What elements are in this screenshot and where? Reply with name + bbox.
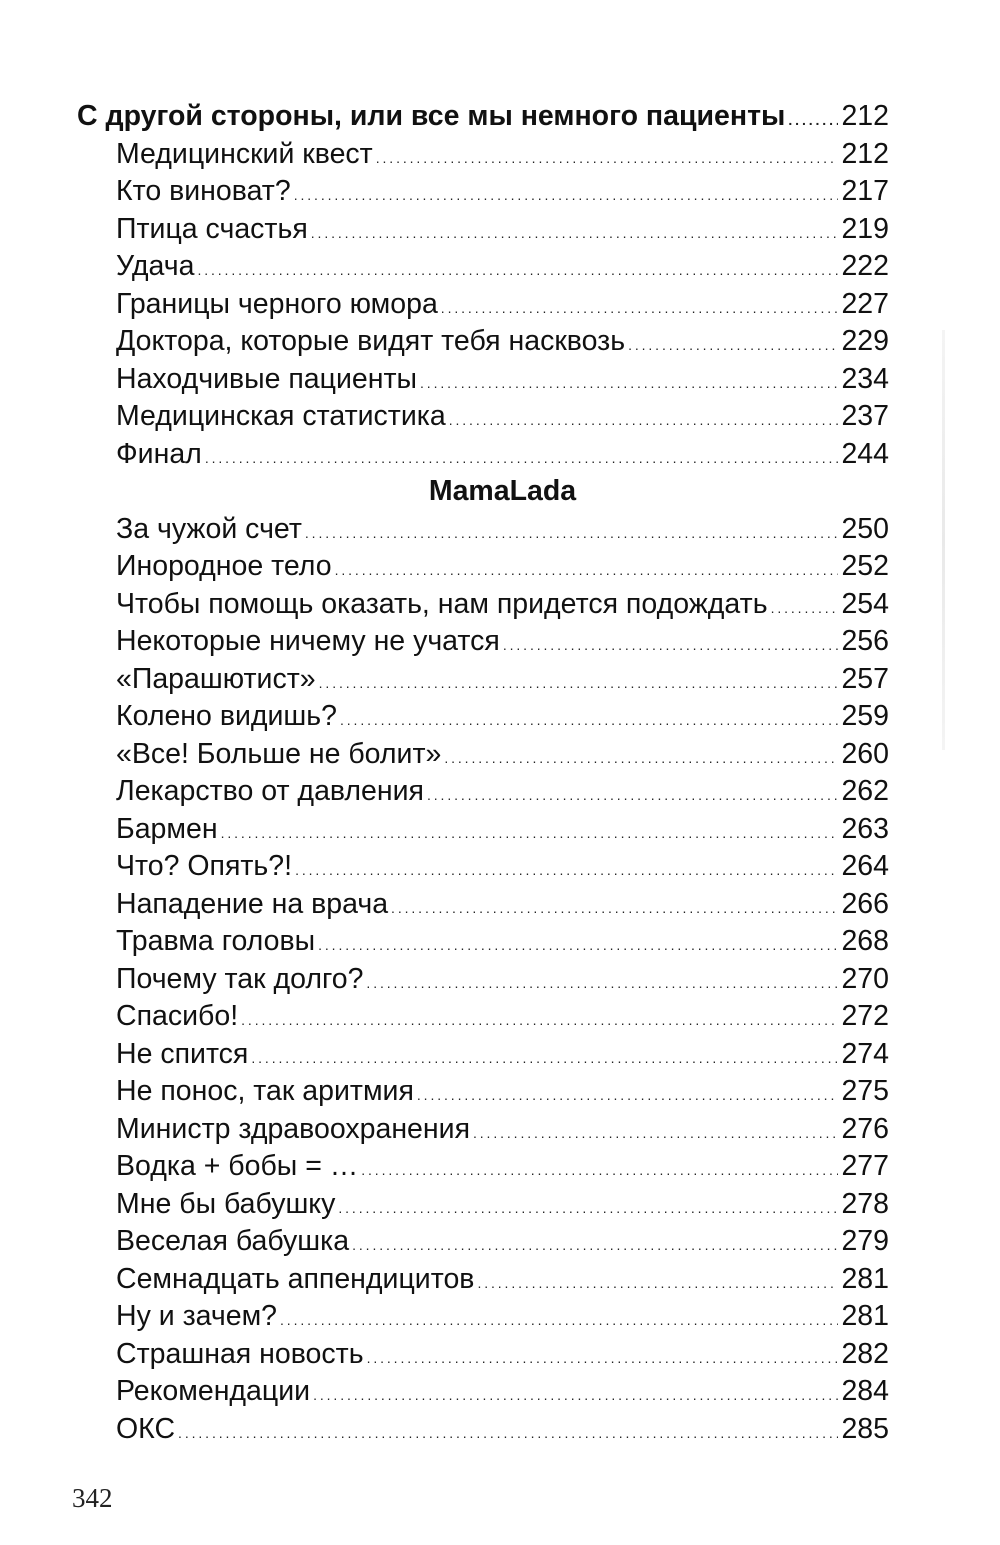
toc-entry-title: Удача (116, 250, 195, 282)
dot-leader (280, 1298, 838, 1340)
toc-entry-title: Семнадцать аппендицитов (116, 1262, 475, 1295)
toc-entry-title: Медицинский квест (116, 137, 373, 170)
toc-entry-page: 229 (841, 325, 889, 357)
dot-leader (376, 136, 839, 178)
page-number: 342 (72, 1483, 113, 1513)
toc-entry (77, 998, 889, 1036)
toc-entry-title: Спасибо! (116, 1000, 239, 1032)
toc-entry-title: Находчивые пациенты (116, 362, 418, 395)
toc-entry-page: 219 (841, 212, 889, 245)
dot-leader (241, 998, 838, 1040)
toc-entry-title: «Парашютист» (116, 662, 316, 695)
toc-entry (77, 1223, 889, 1261)
toc-entry (77, 961, 889, 999)
dot-leader (628, 323, 838, 365)
toc-entry (77, 848, 889, 886)
toc-entry (77, 1336, 889, 1374)
dot-leader (366, 961, 838, 1003)
dot-leader (313, 1373, 838, 1415)
toc-entry-page: 263 (841, 812, 889, 845)
dot-leader (449, 398, 839, 440)
toc-entry (77, 1186, 889, 1224)
dot-leader (473, 1111, 838, 1153)
toc-entries-group-1 (77, 136, 889, 474)
dot-leader (503, 623, 839, 665)
toc-entry (77, 773, 889, 811)
dot-leader (318, 923, 838, 965)
toc-entry-page: 270 (841, 962, 889, 995)
dot-leader (361, 1148, 838, 1190)
toc-section-page: 212 (841, 100, 889, 132)
toc-entry (77, 511, 889, 549)
toc-entry-page: 252 (841, 550, 889, 582)
dot-leader (197, 248, 838, 290)
toc-entry (77, 323, 889, 361)
dot-leader (205, 436, 839, 478)
page-edge-shadow (942, 330, 945, 750)
toc-entry-page: 279 (841, 1225, 889, 1257)
toc-entry-title: Чтобы помощь оказать, нам придется подождать (116, 587, 768, 620)
dot-leader (367, 1336, 839, 1378)
toc-entry-title: «Все! Больше не болит» (116, 737, 442, 770)
toc-entry-page: 276 (841, 1112, 889, 1145)
toc-entry-title: Колено видишь? (116, 700, 337, 732)
toc-entry-title: ОКС (116, 1412, 176, 1445)
toc-entry-title: Водка + бобы = … (116, 1150, 359, 1182)
dot-leader (441, 286, 839, 328)
toc-entry-page: 256 (841, 625, 889, 657)
toc-section-row (77, 98, 889, 136)
toc-entry-page: 262 (841, 775, 889, 807)
toc-entry-page: 277 (841, 1150, 889, 1182)
dot-leader (420, 361, 838, 403)
toc-entry (77, 923, 889, 961)
toc-entry-title: Бармен (116, 812, 218, 845)
toc-entry-page: 212 (841, 137, 889, 170)
toc-entry (77, 661, 889, 699)
toc-entry-page: 254 (841, 587, 889, 620)
toc-entry (77, 736, 889, 774)
toc-entry (77, 1111, 889, 1149)
dot-leader (311, 211, 839, 253)
toc-entry-title: Медицинская статистика (116, 400, 446, 432)
toc-entry (77, 586, 889, 624)
dot-leader (427, 773, 838, 815)
dot-leader (391, 886, 838, 928)
toc-entry-page: 278 (841, 1187, 889, 1220)
dot-leader (352, 1223, 838, 1265)
toc-entry-page: 257 (841, 662, 889, 695)
toc-entry-page: 260 (841, 737, 889, 770)
toc-section-title: С другой стороны, или все мы немного пациенты (77, 100, 786, 132)
toc-entry-page: 264 (841, 850, 889, 882)
toc-entry-title: За чужой счет (116, 512, 302, 545)
dot-leader (338, 1186, 838, 1228)
dot-leader (319, 661, 839, 703)
toc-entry-title: Финал (116, 437, 202, 470)
toc-entry-page: 250 (841, 512, 889, 545)
toc-entry (77, 398, 889, 436)
toc-entry (77, 1036, 889, 1074)
table-of-contents (77, 98, 889, 1448)
toc-entry-page: 217 (841, 175, 889, 207)
toc-entry-title: Некоторые ничему не учатся (116, 625, 500, 657)
toc-entry (77, 1261, 889, 1299)
toc-entry-page: 284 (841, 1375, 889, 1407)
toc-entry-title: Границы черного юмора (116, 287, 438, 320)
toc-entry-page: 259 (841, 700, 889, 732)
toc-entry (77, 1073, 889, 1111)
dot-leader (444, 736, 838, 778)
toc-entry-title: Кто виноват? (116, 175, 291, 207)
toc-entry (77, 548, 889, 586)
dot-leader (251, 1036, 838, 1078)
toc-entry (77, 623, 889, 661)
dot-leader (788, 98, 838, 140)
toc-entry (77, 173, 889, 211)
toc-entry-page: 274 (841, 1037, 889, 1070)
toc-entry (77, 698, 889, 736)
toc-entry-page: 237 (841, 400, 889, 432)
dot-leader (335, 548, 839, 590)
dot-leader (295, 848, 838, 890)
toc-entry-page: 222 (841, 250, 889, 282)
dot-leader (417, 1073, 839, 1115)
toc-entry-title: Рекомендации (116, 1375, 311, 1407)
toc-entry-page: 281 (841, 1300, 889, 1332)
dot-leader (771, 586, 839, 628)
dot-leader (305, 511, 839, 553)
dot-leader (340, 698, 838, 740)
toc-entry-title: Что? Опять?! (116, 850, 293, 882)
dot-leader (294, 173, 839, 215)
toc-entry-title: Министр здравоохранения (116, 1112, 470, 1145)
toc-entry-page: 266 (841, 887, 889, 920)
toc-entry-page: 281 (841, 1262, 889, 1295)
toc-entry (77, 436, 889, 474)
toc-entry-page: 234 (841, 362, 889, 395)
toc-entry-title: Страшная новость (116, 1337, 364, 1370)
toc-entry-title: Не спится (116, 1037, 249, 1070)
toc-entry (77, 886, 889, 924)
toc-author-heading: MamaLada (428, 475, 577, 507)
toc-entry-page: 275 (841, 1075, 889, 1107)
toc-entry-title: Не понос, так аритмия (116, 1075, 414, 1107)
dot-leader (178, 1411, 838, 1453)
toc-entry-title: Лекарство от давления (116, 775, 424, 807)
toc-entry-page: 285 (841, 1412, 889, 1445)
dot-leader (221, 811, 839, 853)
toc-entry (77, 1298, 889, 1336)
toc-entry-page: 227 (841, 287, 889, 320)
toc-entry (77, 248, 889, 286)
toc-entry-title: Нападение на врача (116, 887, 389, 920)
toc-entry (77, 1411, 889, 1449)
toc-entry (77, 361, 889, 399)
toc-entry-page: 272 (841, 1000, 889, 1032)
toc-entry-page: 244 (841, 437, 889, 470)
toc-entry-title: Почему так долго? (116, 962, 364, 995)
toc-entry (77, 1373, 889, 1411)
toc-entry (77, 136, 889, 174)
toc-entry (77, 286, 889, 324)
toc-entry-title: Доктора, которые видят тебя насквозь (116, 325, 626, 357)
toc-entry-page: 282 (841, 1337, 889, 1370)
toc-entry (77, 211, 889, 249)
toc-entry-title: Инородное тело (116, 550, 332, 582)
toc-entry (77, 1148, 889, 1186)
toc-entries-group-2 (77, 511, 889, 1449)
toc-entry-page: 268 (841, 925, 889, 957)
toc-entry-title: Мне бы бабушку (116, 1187, 336, 1220)
toc-entry-title: Травма головы (116, 925, 316, 957)
toc-entry-title: Веселая бабушка (116, 1225, 350, 1257)
dot-leader (477, 1261, 838, 1303)
toc-entry (77, 811, 889, 849)
toc-entry-title: Птица счастья (116, 212, 308, 245)
toc-entry-title: Ну и зачем? (116, 1300, 278, 1332)
